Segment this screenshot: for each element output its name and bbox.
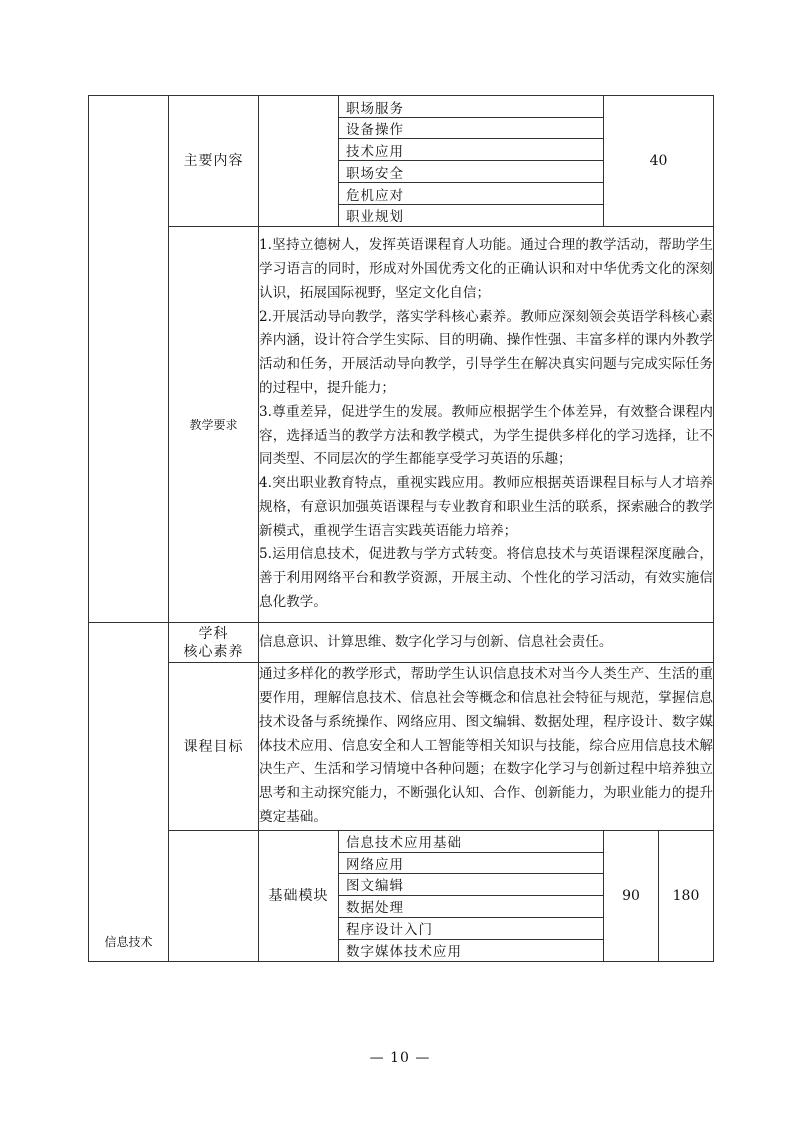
core-literacy-label-line1: 学科 bbox=[198, 625, 229, 642]
basic-module-label: 基础模块 bbox=[259, 831, 339, 962]
main-content-spacer bbox=[259, 96, 339, 227]
core-literacy-text: 信息意识、计算思维、数字化学习与创新、信息社会责任。 bbox=[259, 623, 714, 663]
teaching-req-paragraph: 4.突出职业教育特点，重视实践应用。教师应根据英语课程目标与人才培养规格，有意识加强英语课程与专业教育和职业生活的联系，探索融合的教学新模式，重视学生语言实践英语能力培养； bbox=[259, 475, 714, 539]
basic-module-list bbox=[339, 831, 603, 961]
course-name-it: 信息技术 bbox=[89, 623, 169, 962]
main-content-hours: 40 bbox=[604, 96, 714, 227]
list-item: 危机应对 bbox=[339, 183, 603, 205]
teaching-req-label: 教学要求 bbox=[169, 227, 259, 623]
basic-module-spacer bbox=[169, 831, 259, 962]
list-item: 数字媒体技术应用 bbox=[346, 944, 462, 961]
main-content-items-cell bbox=[339, 96, 604, 227]
teaching-req-paragraph: 5.运用信息技术，促进教与学方式转变。将信息技术与英语课程深度融合，善于利用网络平台和教学资源，开展主动、个性化的学习活动，有效实施信息化教学。 bbox=[259, 546, 714, 611]
list-item: 职场安全 bbox=[339, 161, 603, 183]
core-literacy-label bbox=[169, 623, 259, 663]
list-item: 技术应用 bbox=[339, 139, 603, 161]
list-item: 信息技术应用基础 bbox=[339, 831, 603, 852]
teaching-req-paragraph: 1.坚持立德树人，发挥英语课程育人功能。通过合理的教学活动，帮助学生学习语言的同时，形成对外国优秀文化的正确认识和对中华优秀文化的深刻认识，拓展国际视野，坚定文化自信； bbox=[259, 237, 714, 301]
list-item: 职场服务 bbox=[339, 97, 603, 118]
course-goal-label: 课程目标 bbox=[169, 663, 259, 831]
main-content-list bbox=[339, 97, 603, 226]
teaching-req-text bbox=[259, 227, 714, 623]
list-item: 网络应用 bbox=[339, 852, 603, 873]
list-item: 职业规划 bbox=[346, 209, 404, 226]
page-number: — 10 — bbox=[369, 1050, 431, 1066]
basic-module-hours: 90 bbox=[604, 831, 659, 962]
course-goal-text: 通过多样化的教学形式，帮助学生认识信息技术对当今人类生产、生活的重要作用，理解信息技术、信息社会等概念和信息社会特征与规范，掌握信息技术设备与系统操作、网络应用、图文编辑、数据处理，程序设计、数字媒体技术应用、信息安全和人工智能等相关知识与技能，综合应用信息技术解决生产、生活和学习情境中各种问题；在数字化学习与创新过程中培养独立思考和主动探究能力，不断强化认知、合作、创新能力，为职业能力的提升奠定基础。 bbox=[259, 663, 714, 831]
teaching-req-paragraph: 3.尊重差异，促进学生的发展。教师应根据学生个体差异，有效整合课程内容，选择适当的教学方法和教学模式，为学生提供多样化的学习选择，让不同类型、不同层次的学生都能享受学习英语的乐趣； bbox=[259, 403, 714, 468]
list-item: 程序设计入门 bbox=[339, 917, 603, 939]
course-name-cell-english bbox=[89, 96, 169, 623]
core-literacy-label-line2: 核心素养 bbox=[183, 643, 244, 660]
main-content-label: 主要内容 bbox=[169, 96, 259, 227]
basic-module-items-cell bbox=[339, 831, 604, 962]
total-hours: 180 bbox=[659, 831, 714, 962]
curriculum-table bbox=[88, 95, 714, 962]
teaching-req-paragraph: 2.开展活动导向教学，落实学科核心素养。教师应深刻领会英语学科核心素养内涵，设计符合学生实际、目的明确、操作性强、丰富多样的课内外教学活动和任务，开展活动导向教学，引导学生在解决真实问题与完成实际任务的过程中，提升能力； bbox=[259, 308, 714, 396]
list-item: 设备操作 bbox=[339, 118, 603, 139]
list-item: 数据处理 bbox=[339, 895, 603, 917]
list-item: 图文编辑 bbox=[339, 873, 603, 895]
